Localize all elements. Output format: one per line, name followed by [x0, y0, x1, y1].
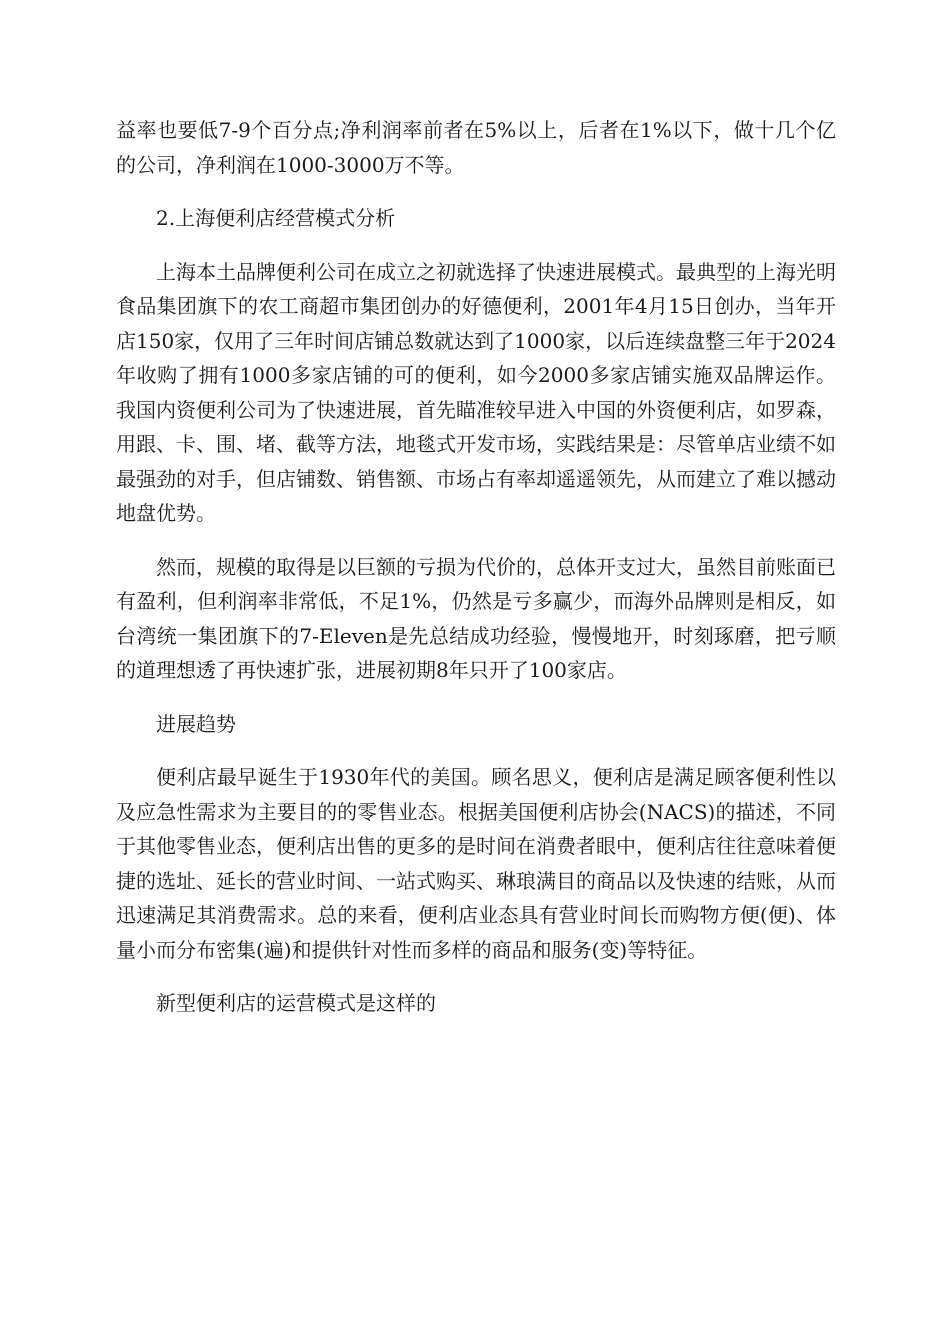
- paragraph-convenience-origin: 便利店最早诞生于1930年代的美国。顾名思义，便利店是满足顾客便利性以及应急性需求为主要目的的零售业态。根据美国便利店协会(NACS)的描述，不同于其他零售业态，便利店出售的更多的是时间在消费者眼中，便利店往往意味着便捷的选址、延长的营业时间、一站式购买、琳琅满目的商品以及快速的结账，从而迅速满足其消费需求。总的来看，便利店业态具有营业时间长而购物方便(便)、体量小而分布密集(遍)和提供针对性而多样的商品和服务(变)等特征。: [116, 765, 836, 962]
- paragraph-continuation: 益率也要低7-9个百分点;净利润率前者在5%以上，后者在1%以下，做十几个亿的公司，净利润在1000-3000万不等。: [116, 118, 836, 177]
- paragraph-scale-cost: 然而，规模的取得是以巨额的亏损为代价的，总体开支过大，虽然目前账面已有盈利，但利润率非常低，不足1%，仍然是亏多赢少，而海外品牌则是相反，如台湾统一集团旗下的7-Eleven是先总结成功经验，慢慢地开，时刻琢磨，把亏顺的道理想透了再快速扩张，进展初期8年只开了100家店。: [116, 554, 836, 682]
- paragraph-new-model: 新型便利店的运营模式是这样的: [156, 991, 436, 1015]
- section-heading-trends: 进展趋势: [156, 711, 236, 736]
- document-page: [116, 113, 836, 1021]
- paragraph-shanghai-brands: 上海本土品牌便利公司在成立之初就选择了快速进展模式。最典型的上海光明食品集团旗下的农工商超市集团创办的好德便利，2001年4月15日创办，当年开店150家，仅用了三年时间店铺总数就达到了1000家，以后连续盘整三年于2024年收购了拥有1000多家店铺的可的便利，如今2000多家店铺实施双品牌运作。我国内资便利公司为了快速进展，首先瞄准较早进入中国的外资便利店，如罗森，用跟、卡、围、堵、截等方法，地毯式开发市场，实践结果是：尽管单店业绩不如最强劲的对手，但店铺数、销售额、市场占有率却遥遥领先，从而建立了难以撼动地盘优势。: [116, 259, 836, 525]
- section-heading-shanghai-model: 2.上海便利店经营模式分析: [156, 206, 396, 230]
